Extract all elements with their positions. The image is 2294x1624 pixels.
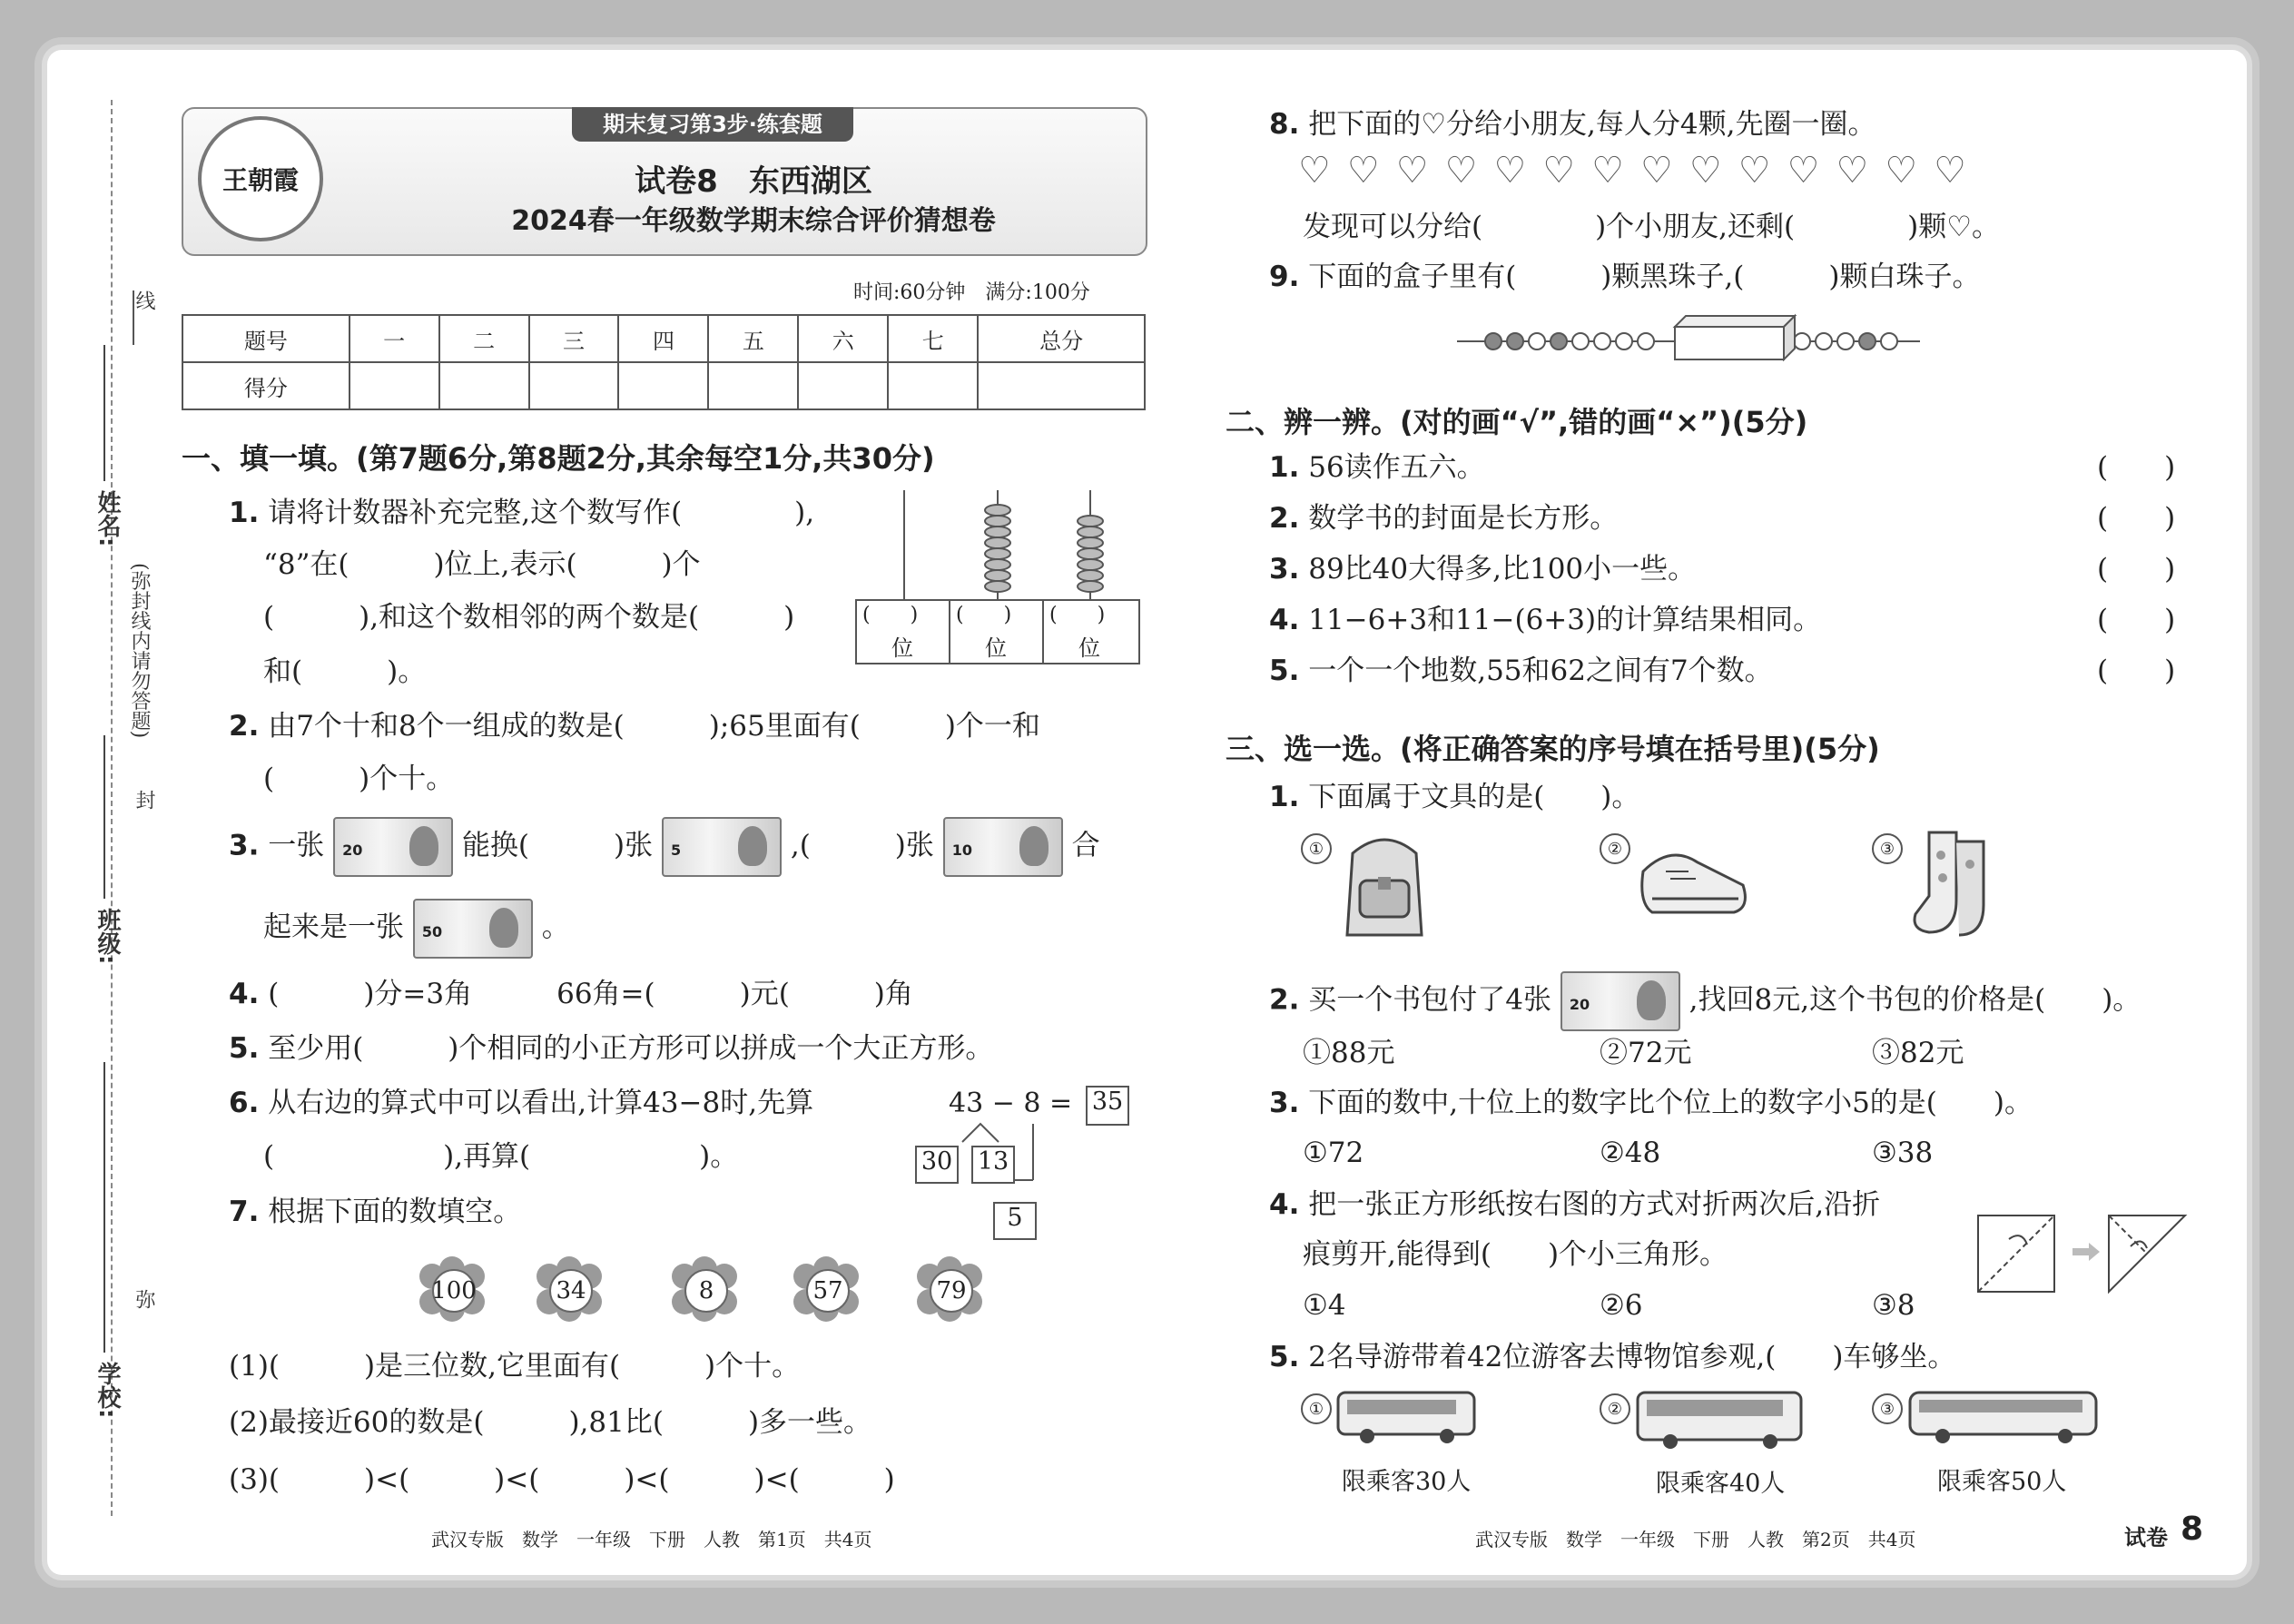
q-number: 4. [1269,604,1300,636]
q2-line1: 由7个十和8个一组成的数是( );65里面有( )个一和 [268,710,1040,743]
c4-option: ①4 [1303,1289,1346,1322]
q1-line3: ( ),和这个数相邻的两个数是( ) [263,601,795,634]
c2-text: ,找回8元,这个书包的价格是( )。 [1689,983,2141,1017]
q-number: 5. [1269,655,1300,687]
q8-answer: 发现可以分给( )个小朋友,还剩( )颗♡。 [1303,211,2001,243]
answer-blank[interactable]: ( ) [2097,553,2176,586]
abacus-blank[interactable]: ( ) [862,604,919,626]
q3-text: ,( )张 [790,829,934,862]
q-number: 9. [1269,261,1300,293]
flower-number: 34 [549,1269,593,1313]
socks-icon [1906,828,1997,941]
q-number: 3. [229,829,260,862]
bus-capacity: 限乘客40人 [1656,1470,1786,1498]
calc-box-a: 30 [915,1146,959,1184]
q3-text: 起来是一张 [263,910,404,944]
c3-option: ②48 [1600,1137,1661,1169]
q1-line4: 和( )。 [263,655,427,688]
name-line [103,345,105,481]
flower-number: 79 [930,1269,973,1313]
c4-line2: 痕剪开,能得到( )个小三角形。 [1303,1238,1728,1271]
option-marker: ③ [1872,833,1903,864]
side-seal-label: 封 [133,790,155,810]
abacus-divider [949,599,950,663]
judge-item [1269,653,1773,689]
abacus-blank[interactable]: ( ) [1049,604,1106,626]
abacus-place: 位 [1078,635,1100,661]
judge-item [1269,602,1821,638]
bus-50-icon [1906,1387,2102,1445]
q7-part1: (1)( )是三位数,它里面有( )个十。 [229,1350,801,1383]
abacus-rod [903,490,905,601]
q-number: 2. [229,710,260,743]
c2-option: ①88元 [1303,1037,1395,1069]
q-number: 2. [1269,502,1300,535]
q1-line1: 请将计数器补充完整,这个数写作( ), [268,497,815,529]
score-cell[interactable] [708,362,798,409]
section-3-title: 三、选一选。(将正确答案的序号填在括号里)(5分) [1226,732,1880,766]
score-head: 五 [708,315,798,362]
number-flower [672,1256,737,1322]
option-marker: ② [1600,833,1630,864]
q6-line2: ( ),再算( )。 [263,1140,739,1173]
option-marker: ② [1600,1393,1630,1424]
judge-text: 89比40大得多,比100小一些。 [1308,553,1697,586]
school-line [103,1062,105,1353]
bill-50-icon [413,899,533,959]
judge-item [1269,500,1618,536]
q3-text: 合 [1071,829,1100,862]
score-cell[interactable] [888,362,978,409]
score-label: 得分 [182,362,350,409]
footer-left: 武汉专版 数学 一年级 下册 人教 第1页 共4页 [431,1529,872,1550]
q7-part3: (3)( )<( )<( )<( )<( ) [229,1463,895,1496]
judge-text: 数学书的封面是长方形。 [1308,502,1619,535]
score-head: 二 [439,315,529,362]
footer-right: 武汉专版 数学 一年级 下册 人教 第2页 共4页 [1475,1529,1916,1550]
number-flower [537,1256,602,1322]
time-score: 时间:60分钟 满分:100分 [853,281,1090,304]
q1-line2: “8”在( )位上,表示( )个 [263,548,701,581]
bill-value: 20 [342,842,363,859]
q-number: 8. [1269,108,1300,141]
number-flower [793,1256,859,1322]
score-cell[interactable] [439,362,529,409]
judge-text: 一个一个地数,55和62之间有7个数。 [1308,655,1773,687]
section-1-title: 一、填一填。(第7题6分,第8题2分,其余每空1分,共30分) [182,441,935,476]
option-marker: ③ [1872,1393,1903,1424]
score-head: 六 [798,315,888,362]
calc-box-b: 13 [971,1146,1015,1184]
class-line [103,735,105,899]
c3-option: ③38 [1872,1137,1934,1169]
flower-number: 100 [432,1269,476,1313]
q3-text: 一张 [268,829,325,862]
logo: 王朝霞 [198,116,323,241]
q-number: 3. [1269,1087,1300,1119]
q6-line1: 从右边的算式中可以看出,计算43−8时,先算 [268,1087,814,1119]
score-head: 总分 [978,315,1145,362]
bus-capacity: 限乘客30人 [1342,1468,1472,1496]
q3-text: 能换( )张 [461,829,654,862]
abacus-place: 位 [891,635,913,661]
q4-text: ( )分=3角 66角=( )元( )角 [268,978,913,1010]
judge-text: 11−6+3和11−(6+3)的计算结果相同。 [1308,604,1822,636]
flower-number: 8 [684,1269,728,1313]
bead-string [1457,309,1920,361]
number-flower [419,1256,485,1322]
q2-line2: ( )个十。 [263,763,455,795]
q3-text: 。 [541,910,570,944]
q-number: 5. [229,1032,260,1065]
q-number: 2. [1269,983,1300,1017]
score-head: 三 [529,315,619,362]
c1-text: 下面属于文具的是( )。 [1308,781,1640,813]
q-number: 1. [229,497,260,529]
q-number: 4. [229,978,260,1010]
section-2-title: 二、辨一辨。(对的画“√”,错的画“×”)(5分) [1226,405,1808,439]
side-note: (弥封线内请勿答题) [128,563,151,739]
side-class-label: 班级: [94,908,121,965]
paper-subtitle: 2024春一年级数学期末综合评价猜想卷 [511,205,996,237]
score-cell[interactable] [618,362,708,409]
judge-item [1269,551,1696,587]
score-head: 七 [888,315,978,362]
side-name-label: 姓名: [94,490,121,547]
q7-part2: (2)最接近60的数是( ),81比( )多一些。 [229,1406,872,1439]
q-number: 1. [1269,781,1300,813]
score-head: 一 [350,315,439,362]
bill-10-icon [943,817,1063,877]
c2-option: ③82元 [1872,1037,1964,1069]
c2-option: ②72元 [1600,1037,1692,1069]
option-marker: ① [1301,833,1332,864]
q-number: 1. [1269,451,1300,484]
flower-number: 57 [806,1269,850,1313]
c3-option: ①72 [1303,1137,1364,1169]
bill-value: 10 [951,842,973,859]
bill-value: 20 [1569,996,1590,1013]
side-line-label: 线 [133,290,155,310]
bill-value: 5 [671,842,682,859]
score-cell[interactable] [978,362,1145,409]
c3-text: 下面的数中,十位上的数字比个位上的数字小5的是( )。 [1308,1087,2033,1119]
bus-capacity: 限乘客50人 [1937,1468,2067,1496]
option-marker: ① [1301,1393,1332,1424]
bus-40-icon [1634,1387,1807,1451]
judge-item [1269,449,1485,486]
c4-option: ②6 [1600,1289,1643,1322]
abacus-beads [971,499,1117,601]
number-flower [917,1256,982,1322]
answer-blank[interactable]: ( ) [2097,451,2176,484]
q-number: 7. [229,1196,260,1228]
shoes-icon [1634,835,1752,926]
bill-5-icon [662,817,782,877]
score-table [182,314,1146,410]
folding-diagram [1974,1212,2192,1295]
c4-line1: 把一张正方形纸按右图的方式对折两次后,沿折 [1308,1188,1881,1221]
answer-blank[interactable]: ( ) [2097,655,2176,687]
score-cell[interactable] [529,362,619,409]
q8-text: 把下面的♡分给小朋友,每人分4颗,先圈一圈。 [1308,108,1876,141]
hearts-row: ♡♡♡♡♡♡♡♡♡♡♡♡♡♡ [1298,150,1984,192]
abacus-divider [1042,599,1044,663]
bill-20-icon [1561,971,1680,1031]
bus-30-icon [1334,1387,1480,1445]
q-number: 5. [1269,1341,1300,1373]
q7-text: 根据下面的数填空。 [268,1196,522,1228]
calc-expression: 43 − 8 = [949,1088,1073,1119]
score-head: 四 [618,315,708,362]
c4-option: ③8 [1872,1289,1915,1322]
seal-line [111,100,113,1516]
q-number: 3. [1269,553,1300,586]
side-school-label: 学校: [94,1362,121,1419]
q5-text: 至少用( )个相同的小正方形可以拼成一个大正方形。 [268,1032,994,1065]
score-cell[interactable] [350,362,439,409]
c2-text: 买一个书包付了4张 [1308,983,1551,1017]
judge-text: 56读作五六。 [1308,451,1485,484]
bill-value: 50 [421,923,443,940]
abacus-blank[interactable]: ( ) [956,604,1012,626]
calc-box-c: 5 [993,1202,1037,1240]
calc-answer: 35 [1086,1086,1129,1126]
page-number: 8 [2181,1511,2204,1548]
q-number: 6. [229,1087,260,1119]
paper-title: 试卷8 东西湖区 [635,163,872,200]
answer-blank[interactable]: ( ) [2097,502,2176,535]
bill-20-icon [333,817,453,877]
header-banner: 期末复习第3步·练套题 [572,107,853,142]
abacus-place: 位 [985,635,1007,661]
answer-blank[interactable]: ( ) [2097,604,2176,636]
score-cell[interactable] [798,362,888,409]
q9-text: 下面的盒子里有( )颗黑珠子,( )颗白珠子。 [1308,261,1981,293]
score-head: 题号 [182,315,350,362]
page-label: 试卷 [2124,1525,2168,1550]
q-number: 4. [1269,1188,1300,1221]
side-mi-label: 弥 [133,1289,155,1309]
backpack-icon [1334,826,1434,942]
c5-text: 2名导游带着42位游客去博物馆参观,( )车够坐。 [1308,1341,1956,1373]
